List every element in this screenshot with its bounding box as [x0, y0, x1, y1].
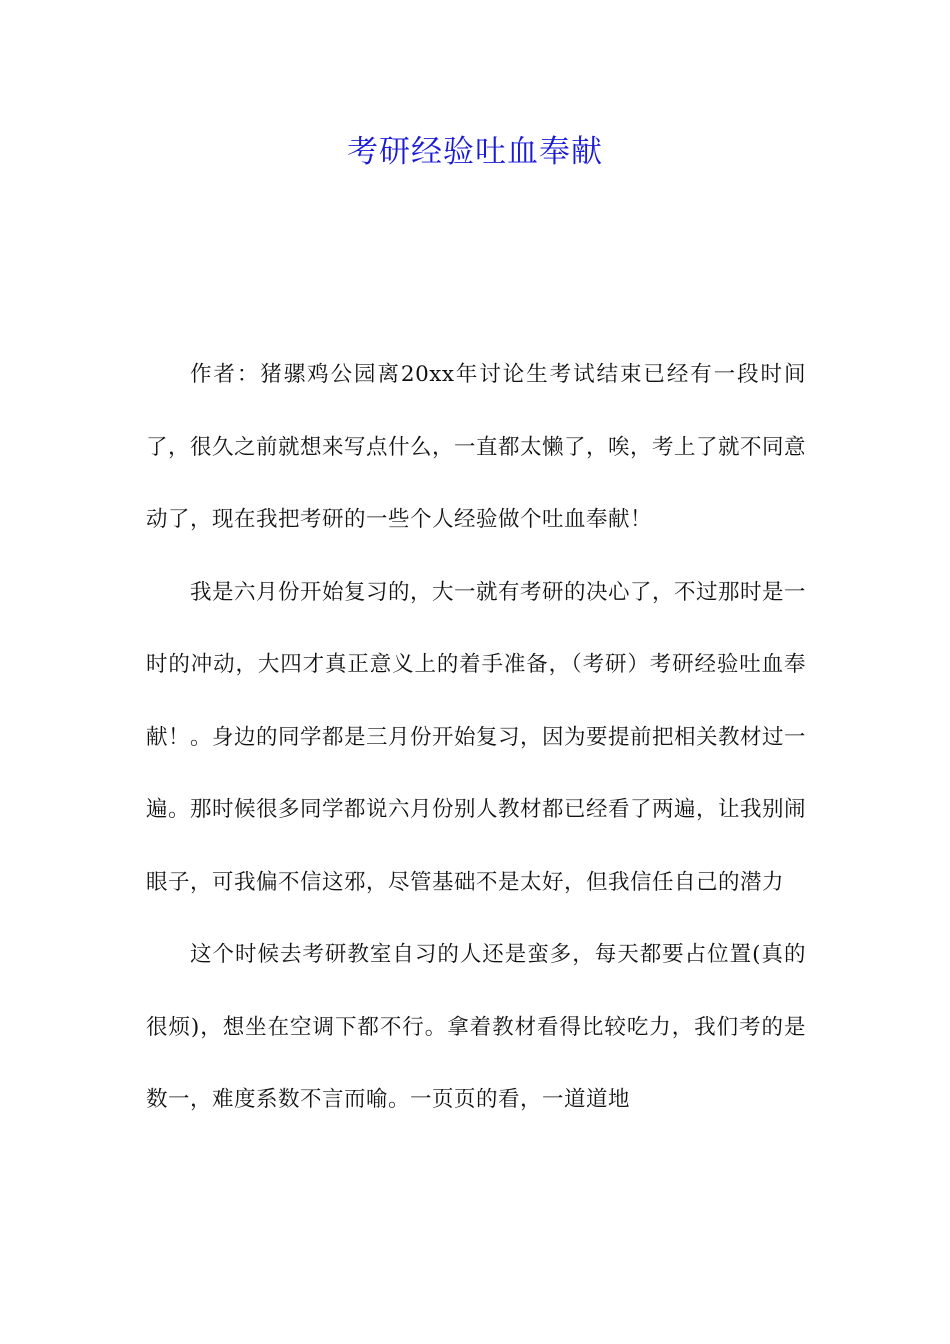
paragraph-3: 这个时候去考研教室自习的人还是蛮多，每天都要占位置(真的很烦)，想坐在空调下都不行。拿着教材看得比较吃力，我们考的是数一，难度系数不言而喻。一页页的看，一道道地 — [146, 942, 806, 1112]
document-body — [146, 339, 806, 1137]
paragraph-1: 作者：猪骡鸡公园离20xx年讨论生考试结束已经有一段时间了，很久之前就想来写点什么，一直都太懒了，唉，考上了就不同意动了，现在我把考研的一些个人经验做个吐血奉献！ — [146, 362, 807, 532]
paragraph-2: 我是六月份开始复习的，大一就有考研的决心了，不过那时是一时的冲动，大四才真正意义上的着手准备，（考研）考研经验吐血奉献！。身边的同学都是三月份开始复习，因为要提前把相关教材过一遍。那时候很多同学都说六月份别人教材都已经看了两遍，让我别闹眼子，可我偏不信这邪，尽管基础不是太好，但我信任自己的潜力 — [146, 579, 807, 895]
document-title: 考研经验吐血奉献 — [347, 134, 603, 170]
